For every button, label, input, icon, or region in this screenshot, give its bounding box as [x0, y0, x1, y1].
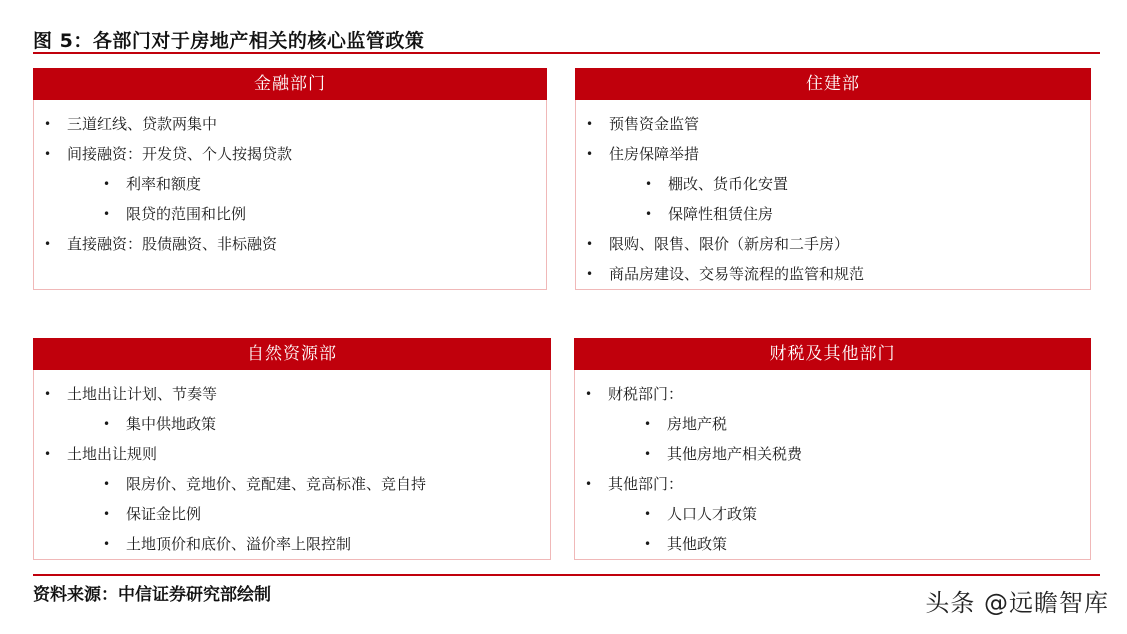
- bullet-icon: •: [103, 417, 111, 431]
- bullet-icon: •: [585, 387, 593, 401]
- bullet-icon: •: [645, 177, 653, 191]
- bottom-rule: [33, 574, 1100, 576]
- bullet-icon: •: [44, 117, 52, 131]
- panel-body: [574, 370, 1091, 560]
- bullet-icon: •: [103, 477, 111, 491]
- list-item: • 限贷的范围和比例: [34, 199, 546, 229]
- bullet-icon: •: [644, 537, 652, 551]
- list-item: • 保证金比例: [34, 499, 550, 529]
- panel-body: [33, 370, 551, 560]
- panel-title: 财税及其他部门: [574, 338, 1091, 370]
- list-item: • 利率和额度: [34, 169, 546, 199]
- bullet-icon: •: [103, 207, 111, 221]
- top-rule: [33, 52, 1100, 54]
- panel-natural-resources: [33, 338, 551, 560]
- bullet-icon: •: [44, 447, 52, 461]
- bullet-icon: •: [44, 237, 52, 251]
- panel-housing: [575, 68, 1091, 290]
- list-item: • 土地顶价和底价、溢价率上限控制: [34, 529, 550, 559]
- list-item: • 预售资金监管: [576, 109, 1090, 139]
- figure-title: 图 5：各部门对于房地产相关的核心监管政策: [33, 30, 425, 52]
- list-item: • 住房保障举措: [576, 139, 1090, 169]
- list-item: • 棚改、货币化安置: [576, 169, 1090, 199]
- list-item: • 人口人才政策: [575, 499, 1090, 529]
- list-item: • 土地出让计划、节奏等: [34, 379, 550, 409]
- bullet-icon: •: [644, 417, 652, 431]
- list-item: • 限购、限售、限价（新房和二手房）: [576, 229, 1090, 259]
- bullet-icon: •: [586, 147, 594, 161]
- panel-title: 自然资源部: [33, 338, 551, 370]
- panel-title: 金融部门: [33, 68, 547, 100]
- watermark: 头条 @远瞻智库: [925, 589, 1109, 617]
- bullet-icon: •: [103, 507, 111, 521]
- bullet-icon: •: [44, 387, 52, 401]
- list-item: • 土地出让规则: [34, 439, 550, 469]
- bullet-icon: •: [586, 117, 594, 131]
- source-note: 资料来源：中信证券研究部绘制: [33, 585, 271, 605]
- panel-body: [33, 100, 547, 290]
- list-item: • 三道红线、贷款两集中: [34, 109, 546, 139]
- panel-tax-and-other: [574, 338, 1091, 560]
- list-item: • 限房价、竞地价、竞配建、竞高标准、竞自持: [34, 469, 550, 499]
- list-item: • 其他政策: [575, 529, 1090, 559]
- list-item: • 间接融资：开发贷、个人按揭贷款: [34, 139, 546, 169]
- list-item: • 集中供地政策: [34, 409, 550, 439]
- list-item: • 财税部门：: [575, 379, 1090, 409]
- bullet-icon: •: [103, 177, 111, 191]
- panel-finance: [33, 68, 547, 290]
- list-item: • 商品房建设、交易等流程的监管和规范: [576, 259, 1090, 289]
- list-item: • 直接融资：股债融资、非标融资: [34, 229, 546, 259]
- list-item: • 其他部门：: [575, 469, 1090, 499]
- list-item: • 其他房地产相关税费: [575, 439, 1090, 469]
- panel-body: [575, 100, 1091, 290]
- bullet-icon: •: [645, 207, 653, 221]
- list-item: • 保障性租赁住房: [576, 199, 1090, 229]
- bullet-icon: •: [586, 237, 594, 251]
- bullet-icon: •: [585, 477, 593, 491]
- bullet-icon: •: [586, 267, 594, 281]
- bullet-icon: •: [103, 537, 111, 551]
- list-item: • 房地产税: [575, 409, 1090, 439]
- panel-title: 住建部: [575, 68, 1091, 100]
- bullet-icon: •: [44, 147, 52, 161]
- bullet-icon: •: [644, 507, 652, 521]
- bullet-icon: •: [644, 447, 652, 461]
